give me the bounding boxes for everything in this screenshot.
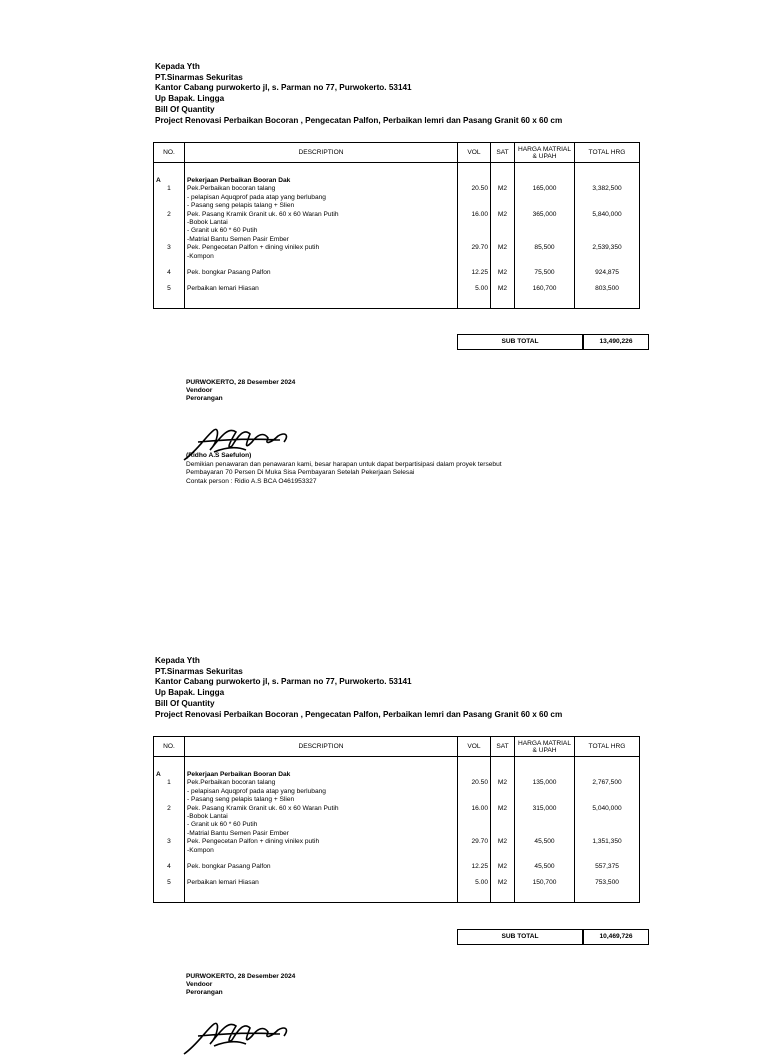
item-subline — [154, 847, 640, 855]
item-no: 3 — [154, 838, 185, 846]
subtotal-label: SUB TOTAL — [457, 929, 583, 945]
item-price: 150,700 — [515, 879, 575, 887]
header-line2: PT.Sinarmas Sekuritas — [155, 666, 243, 676]
item-total: 2,539,350 — [575, 244, 640, 252]
item-vol: 20.50 — [458, 185, 491, 193]
subtotal-value: 13,490,226 — [583, 334, 649, 350]
place-date: PURWOKERTO, 28 Desember 2024 — [186, 973, 296, 980]
header-line2: PT.Sinarmas Sekuritas — [155, 72, 243, 82]
item-no: 4 — [154, 269, 185, 277]
item-description: Pek. Pasang Kramik Granit uk. 60 x 60 Waran Putih — [185, 211, 458, 219]
item-subline-text: -Bobok Lantai — [185, 219, 458, 227]
item-subline-text: - pelapisan Aquqprof pada atap yang berlubang — [185, 194, 458, 202]
col-description-header: DESCRIPTION — [185, 737, 458, 757]
item-unit: M2 — [491, 269, 515, 277]
item-unit: M2 — [491, 185, 515, 193]
item-price: 85,500 — [515, 244, 575, 252]
item-vol: 29.70 — [458, 244, 491, 252]
item-vol: 12.25 — [458, 863, 491, 871]
item-unit: M2 — [491, 805, 515, 813]
item-description: Perbaikan lemari Hiasan — [185, 879, 458, 887]
item-unit: M2 — [491, 863, 515, 871]
col-sat-header: SAT — [491, 737, 515, 757]
handwritten-signature — [180, 1014, 295, 1058]
item-total: 753,500 — [575, 879, 640, 887]
boq-table — [153, 736, 640, 903]
item-description: Pek. bongkar Pasang Palfon — [185, 269, 458, 277]
item-subline-text: - Pasang seng pelapis talang + Slien — [185, 202, 458, 210]
item-price: 160,700 — [515, 285, 575, 293]
header-line5: Bill Of Quantity — [155, 698, 215, 708]
header-line6: Project Renovasi Perbaikan Bocoran , Pengecatan Palfon, Perbaikan lemri dan Pasang Granit 60 x 60 cm — [155, 115, 563, 125]
vendor-type: Perorangan — [186, 395, 223, 402]
item-price: 45,500 — [515, 863, 575, 871]
item-subline-text: -Matrial Bantu Semen Pasir Ember — [185, 236, 458, 244]
item-description: Pek.Perbaikan bocoran talang — [185, 779, 458, 787]
item-price: 315,000 — [515, 805, 575, 813]
header-line4: Up Bapak. Lingga — [155, 94, 225, 104]
subtotal-label: SUB TOTAL — [457, 334, 583, 350]
item-vol: 16.00 — [458, 211, 491, 219]
col-total-header: TOTAL HRG — [575, 143, 640, 163]
item-subline-text: -Kompon — [185, 847, 458, 855]
item-subline-text: -Kompon — [185, 253, 458, 261]
item-no: 4 — [154, 863, 185, 871]
item-total: 1,351,350 — [575, 838, 640, 846]
item-description: Pek.Perbaikan bocoran talang — [185, 185, 458, 193]
item-subline-text: - Granit uk 60 * 60 Putih — [185, 227, 458, 235]
group-title: Pekerjaan Perbaikan Booran Dak — [185, 771, 458, 779]
table-spacer — [154, 871, 640, 879]
item-unit: M2 — [491, 879, 515, 887]
header-line1: Kepada Yth — [155, 62, 200, 71]
col-vol-header: VOL — [458, 737, 491, 757]
item-subline — [154, 796, 640, 804]
item-price: 45,500 — [515, 838, 575, 846]
item-unit: M2 — [491, 211, 515, 219]
item-total: 924,875 — [575, 269, 640, 277]
col-description-header: DESCRIPTION — [185, 143, 458, 163]
item-row — [154, 805, 640, 813]
item-row — [154, 779, 640, 787]
table-spacer — [154, 888, 640, 896]
vendor-type: Perorangan — [186, 989, 223, 996]
item-subline — [154, 830, 640, 838]
item-unit: M2 — [491, 285, 515, 293]
group-code: A — [154, 771, 185, 779]
col-no-header: NO. — [154, 143, 185, 163]
item-total: 2,767,500 — [575, 779, 640, 787]
payment-terms: Pembayaran 70 Persen Di Muka Sisa Pembayaran Setelah Pekerjaan Selesai — [186, 469, 415, 477]
item-no: 2 — [154, 211, 185, 219]
item-subline — [154, 813, 640, 821]
col-harga-line1: HARGA MATRIAL — [517, 145, 571, 153]
item-no: 1 — [154, 185, 185, 193]
item-subline-text: - Granit uk 60 * 60 Putih — [185, 821, 458, 829]
col-sat-header: SAT — [491, 143, 515, 163]
col-harga-line1: HARGA MATRIAL — [517, 739, 571, 747]
group-row — [154, 771, 640, 779]
subtotal-value: 10,469,726 — [583, 929, 649, 945]
item-total: 3,382,500 — [575, 185, 640, 193]
col-no-header: NO. — [154, 737, 185, 757]
place-date: PURWOKERTO, 28 Desember 2024 — [186, 379, 296, 386]
item-total: 5,840,000 — [575, 211, 640, 219]
item-vol: 29.70 — [458, 838, 491, 846]
col-harga-header — [515, 737, 575, 757]
table-bottom — [154, 896, 640, 903]
table-header — [154, 737, 640, 757]
letter-header — [155, 656, 562, 720]
item-subline-text: - pelapisan Aquqprof pada atap yang berlubang — [185, 788, 458, 796]
header-line3: Kantor Cabang purwokerto jl, s. Parman no 77, Purwokerto. 53141 — [155, 677, 412, 687]
signer-name: (Ridho A.S Saefulon) — [186, 452, 252, 459]
item-price: 165,000 — [515, 185, 575, 193]
item-row — [154, 838, 640, 846]
item-unit: M2 — [491, 244, 515, 252]
col-harga-line2: & UPAH — [532, 746, 557, 754]
header-line1: Kepada Yth — [155, 656, 200, 665]
item-row — [154, 879, 640, 887]
closing-line: Demikian penawaran dan penawaran kami, besar harapan untuk dapat berpartisipasi dalam proyek tersebut — [186, 460, 502, 468]
col-total-header: TOTAL HRG — [575, 737, 640, 757]
item-subline — [154, 821, 640, 829]
item-total: 5,040,000 — [575, 805, 640, 813]
item-vol: 16.00 — [458, 805, 491, 813]
header-line4: Up Bapak. Lingga — [155, 688, 225, 698]
item-no: 1 — [154, 779, 185, 787]
table-spacer — [154, 757, 640, 772]
item-subline-text: -Bobok Lantai — [185, 813, 458, 821]
item-subline-text: - Pasang seng pelapis talang + Slien — [185, 796, 458, 804]
item-row — [154, 863, 640, 871]
item-total: 557,375 — [575, 863, 640, 871]
item-unit: M2 — [491, 779, 515, 787]
item-total: 803,500 — [575, 285, 640, 293]
item-price: 75,500 — [515, 269, 575, 277]
item-no: 3 — [154, 244, 185, 252]
item-price: 135,000 — [515, 779, 575, 787]
sign-block — [186, 973, 295, 997]
contact-person: Contak person : Ridio A.S BCA O461953327 — [186, 477, 317, 485]
item-vol: 20.50 — [458, 779, 491, 787]
item-description: Pek. Pengecetan Palfon + dining vinilex putih — [185, 244, 458, 252]
vendor-role: Vendoor — [186, 387, 213, 394]
item-description: Pek. Pengecetan Palfon + dining vinilex putih — [185, 838, 458, 846]
item-no: 5 — [154, 879, 185, 887]
header-line6: Project Renovasi Perbaikan Bocoran , Pengecatan Palfon, Perbaikan lemri dan Pasang Granit 60 x 60 cm — [155, 709, 563, 719]
item-no: 2 — [154, 805, 185, 813]
header-line5: Bill Of Quantity — [155, 104, 215, 114]
item-unit: M2 — [491, 838, 515, 846]
item-description: Pek. Pasang Kramik Granit uk. 60 x 60 Waran Putih — [185, 805, 458, 813]
group-code: A — [154, 177, 185, 185]
item-vol: 5.00 — [458, 285, 491, 293]
table-spacer — [154, 855, 640, 863]
item-description: Perbaikan lemari Hiasan — [185, 285, 458, 293]
col-harga-line2: & UPAH — [532, 152, 557, 160]
col-vol-header: VOL — [458, 143, 491, 163]
header-line3: Kantor Cabang purwokerto jl, s. Parman no 77, Purwokerto. 53141 — [155, 83, 412, 93]
item-subline — [154, 788, 640, 796]
vendor-role: Vendoor — [186, 981, 213, 988]
item-vol: 12.25 — [458, 269, 491, 277]
item-no: 5 — [154, 285, 185, 293]
item-description: Pek. bongkar Pasang Palfon — [185, 863, 458, 871]
group-title: Pekerjaan Perbaikan Booran Dak — [185, 177, 458, 185]
item-vol: 5.00 — [458, 879, 491, 887]
item-subline-text: -Matrial Bantu Semen Pasir Ember — [185, 830, 458, 838]
item-price: 365,000 — [515, 211, 575, 219]
